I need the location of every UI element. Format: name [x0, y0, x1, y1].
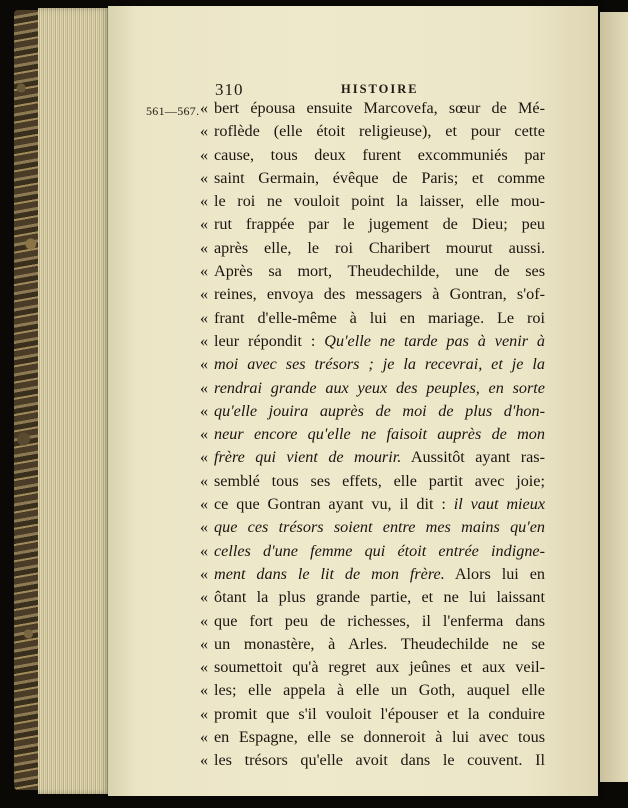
text-line — [200, 516, 545, 539]
text-line — [200, 656, 545, 679]
quote-mark: « — [200, 588, 209, 607]
page-number: 310 — [215, 80, 244, 99]
text-segment: reines, envoya des messagers à Gontran, s'of- — [214, 285, 545, 304]
text-segment: rendrai grande aux yeux des peuples, en sorte — [214, 378, 545, 397]
text-line — [200, 610, 545, 633]
text-line — [200, 283, 545, 306]
text-line — [200, 726, 545, 749]
text-segment: Après sa mort, Theudechilde, une de ses — [214, 262, 545, 281]
text-line — [200, 679, 545, 702]
text-segment: frant d'elle-même à lui en mariage. Le roi — [214, 308, 545, 327]
text-line — [200, 703, 545, 726]
text-segment: bert épousa ensuite Marcovefa, sœur de Mé- — [214, 99, 545, 117]
quote-mark: « — [200, 308, 209, 327]
text-segment: que ces trésors soient entre mes mains qu'en — [214, 518, 545, 537]
text-segment: saint Germain, évêque de Paris; et comme — [214, 168, 545, 187]
quote-mark: « — [200, 192, 209, 211]
quote-mark: « — [200, 122, 209, 141]
page-edges — [38, 8, 110, 794]
text-line — [200, 190, 545, 213]
text-line — [200, 260, 545, 283]
quote-mark: « — [200, 215, 209, 234]
text-line — [200, 377, 545, 400]
quote-mark: « — [200, 751, 209, 770]
text-segment: Alors lui en — [444, 564, 545, 583]
quote-mark: « — [200, 378, 209, 397]
quote-mark: « — [200, 285, 209, 304]
text-segment: leur répondit : — [214, 331, 325, 350]
quote-mark: « — [200, 728, 209, 747]
text-segment: moi avec ses trésors ; je la recevrai, et je la — [214, 355, 545, 374]
text-segment: le roi ne vouloit point la laisser, elle mou- — [214, 192, 545, 211]
text-line — [200, 633, 545, 656]
text-segment: un monastère, à Arles. Theudechilde ne se — [214, 634, 545, 653]
text-segment: qu'elle jouira auprès de moi de plus d'hon- — [214, 401, 545, 420]
quote-mark: « — [200, 401, 209, 420]
text-segment: neur encore qu'elle ne faisoit auprès de mon — [214, 425, 545, 444]
text-line — [200, 330, 545, 353]
text-line — [200, 446, 545, 469]
quote-mark: « — [200, 331, 209, 350]
text-line — [200, 167, 545, 190]
text-line — [200, 423, 545, 446]
text-segment: Aussitôt ayant ras- — [401, 448, 545, 467]
quote-mark: « — [200, 681, 209, 700]
quote-mark: « — [200, 518, 209, 537]
text-line — [200, 120, 545, 143]
text-segment: rut frappée par le jugement de Dieu; peu — [214, 215, 545, 234]
quote-mark: « — [200, 238, 209, 257]
text-line — [200, 586, 545, 609]
quote-mark: « — [200, 495, 209, 514]
text-line — [200, 563, 545, 586]
quote-mark: « — [200, 355, 209, 374]
text-line — [200, 540, 545, 563]
text-line — [200, 144, 545, 167]
quote-mark: « — [200, 145, 209, 164]
quote-mark: « — [200, 658, 209, 677]
text-segment: en Espagne, elle se donneroit à lui avec tous — [214, 728, 545, 747]
text-segment: ce que Gontran ayant vu, il dit : — [214, 495, 454, 514]
text-segment: ment dans le lit de mon frère. — [214, 564, 445, 583]
text-line — [200, 307, 545, 330]
text-line — [200, 237, 545, 260]
text-segment: roflède (elle étoit religieuse), et pour cette — [214, 122, 545, 141]
text-segment: semblé tous ses effets, elle partit avec joie; — [214, 471, 545, 490]
margin-date-note: 561—567. — [146, 104, 200, 118]
text-line — [200, 400, 545, 423]
text-segment: après elle, le roi Charibert mourut aussi. — [214, 238, 545, 257]
text-segment: frère qui vient de mourir. — [214, 448, 402, 467]
text-line — [200, 213, 545, 236]
quote-mark: « — [200, 704, 209, 723]
text-segment: ôtant la plus grande partie, et ne lui laissant — [214, 588, 545, 607]
text-segment: celles d'une femme qui étoit entrée indigne- — [214, 541, 545, 560]
text-segment: il vaut mieux — [453, 495, 545, 514]
running-title: HISTOIRE — [341, 82, 419, 96]
quote-mark: « — [200, 634, 209, 653]
quote-mark: « — [200, 448, 209, 467]
facing-page-edge — [600, 12, 628, 782]
text-segment: les trésors qu'elle avoit dans le couvent. Il — [214, 751, 545, 770]
quote-mark: « — [200, 425, 209, 444]
text-line — [200, 749, 545, 772]
text-line — [200, 97, 545, 120]
text-segment: cause, tous deux furent excommuniés par — [214, 145, 545, 164]
text-line — [200, 493, 545, 516]
text-line — [200, 470, 545, 493]
quote-mark: « — [200, 168, 209, 187]
marbled-cover — [14, 10, 38, 790]
body-text — [200, 97, 545, 773]
text-segment: Qu'elle ne tarde pas à venir à — [324, 331, 545, 350]
quote-mark: « — [200, 471, 209, 490]
text-segment: que fort peu de richesses, il l'enferma dans — [214, 611, 545, 630]
quote-mark: « — [200, 99, 209, 117]
text-segment: soumettoit qu'à regret aux jeûnes et aux veil- — [214, 658, 545, 677]
text-segment: promit que s'il vouloit l'épouser et la conduire — [214, 704, 545, 723]
text-line — [200, 353, 545, 376]
text-segment: les; elle appela à elle un Goth, auquel elle — [214, 681, 545, 700]
quote-mark: « — [200, 541, 209, 560]
quote-mark: « — [200, 611, 209, 630]
quote-mark: « — [200, 262, 209, 281]
quote-mark: « — [200, 564, 209, 583]
